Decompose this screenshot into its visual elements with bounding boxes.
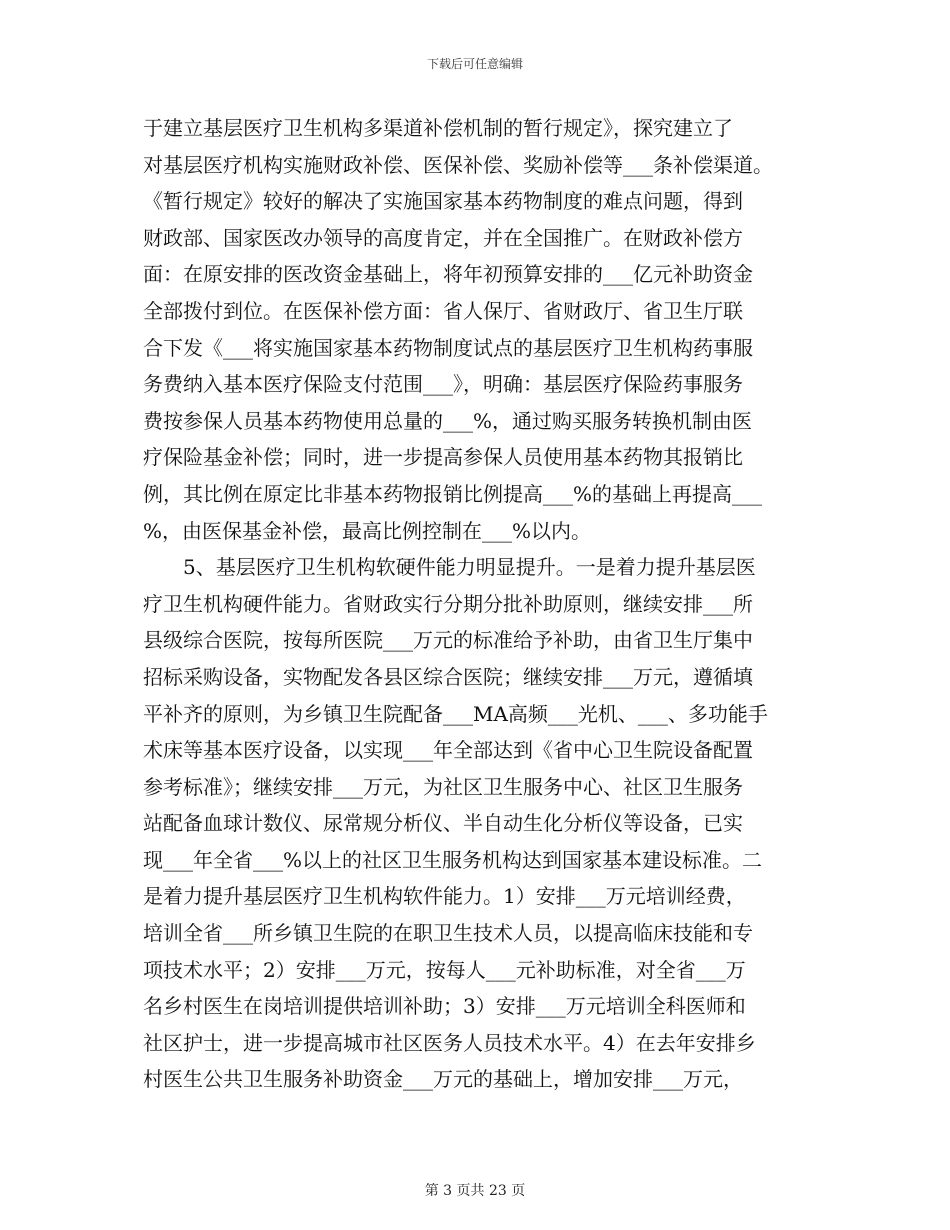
text-line: 县级综合医院，按每所医院___万元的标准给予补助，由省卫生厅集中 bbox=[143, 628, 753, 653]
text-line: 招标采购设备，实物配发各县区综合医院；继续安排___万元，遵循填 bbox=[143, 664, 753, 689]
text-line: 面：在原安排的医改资金基础上，将年初预算安排的___亿元补助资金 bbox=[143, 262, 753, 287]
text-line: 培训全省___所乡镇卫生院的在职卫生技术人员，以提高临床技能和专 bbox=[143, 921, 753, 946]
page-footer: 第 3 页共 23 页 bbox=[424, 1183, 526, 1199]
text-line: 疗保险基金补偿；同时，进一步提高参保人员使用基本药物其报销比 bbox=[143, 445, 743, 470]
text-line: 5、基层医疗卫生机构软硬件能力明显提升。一是着力提升基层医 bbox=[143, 555, 756, 580]
text-line: 平补齐的原则，为乡镇卫生院配备___MA高频___光机、___、多功能手 bbox=[143, 701, 768, 726]
text-line: 合下发《___将实施国家基本药物制度试点的基层医疗卫生机构药事服 bbox=[143, 335, 753, 360]
text-line: 是着力提升基层医疗卫生机构软件能力。1）安排___万元培训经费， bbox=[143, 884, 746, 909]
document-body bbox=[143, 110, 803, 1098]
text-line: 全部拨付到位。在医保补偿方面：省人保厅、省财政厅、省卫生厅联 bbox=[143, 298, 743, 323]
text-line: 名乡村医生在岗培训提供培训补助；3）安排___万元培训全科医师和 bbox=[143, 994, 746, 1019]
text-line: 财政部、国家医改办领导的高度肯定，并在全国推广。在财政补偿方 bbox=[143, 225, 743, 250]
text-line: 术床等基本医疗设备，以实现___年全部达到《省中心卫生院设备配置 bbox=[143, 738, 753, 763]
text-line: 村医生公共卫生服务补助资金___万元的基础上，增加安排___万元， bbox=[143, 1067, 743, 1092]
text-line: 疗卫生机构硬件能力。省财政实行分期分批补助原则，继续安排___所 bbox=[143, 591, 753, 616]
text-line: 务费纳入基本医疗保险支付范围___》，明确：基层医疗保险药事服务 bbox=[143, 372, 743, 397]
text-line: 参考标准》；继续安排___万元，为社区卫生服务中心、社区卫生服务 bbox=[143, 774, 743, 799]
text-line: 对基层医疗机构实施财政补偿、医保补偿、奖励补偿等___条补偿渠道。 bbox=[143, 152, 773, 177]
text-line: 社区护士，进一步提高城市社区医务人员技术水平。4）在去年安排乡 bbox=[143, 1030, 756, 1055]
text-line: 于建立基层医疗卫生机构多渠道补偿机制的暂行规定》，探究建立了 bbox=[143, 116, 733, 140]
text-line: 例，其比例在原定比非基本药物报销比例提高___%的基础上再提高___ bbox=[143, 481, 763, 506]
page-header: 下载后可任意编辑 bbox=[426, 57, 523, 71]
text-line: 费按参保人员基本药物使用总量的___%，通过购买服务转换机制由医 bbox=[143, 408, 753, 433]
text-line: 项技术水平；2）安排___万元，按每人___元补助标准，对全省___万 bbox=[143, 957, 746, 982]
text-line: 站配备血球计数仪、尿常规分析仪、半自动生化分析仪等设备，已实 bbox=[143, 811, 743, 836]
text-line: 《暂行规定》较好的解决了实施国家基本药物制度的难点问题，得到 bbox=[143, 189, 743, 214]
text-line: %，由医保基金补偿，最高比例控制在___%以内。 bbox=[143, 518, 592, 543]
text-line: 现___年全省___%以上的社区卫生服务机构达到国家基本建设标准。二 bbox=[143, 847, 763, 872]
